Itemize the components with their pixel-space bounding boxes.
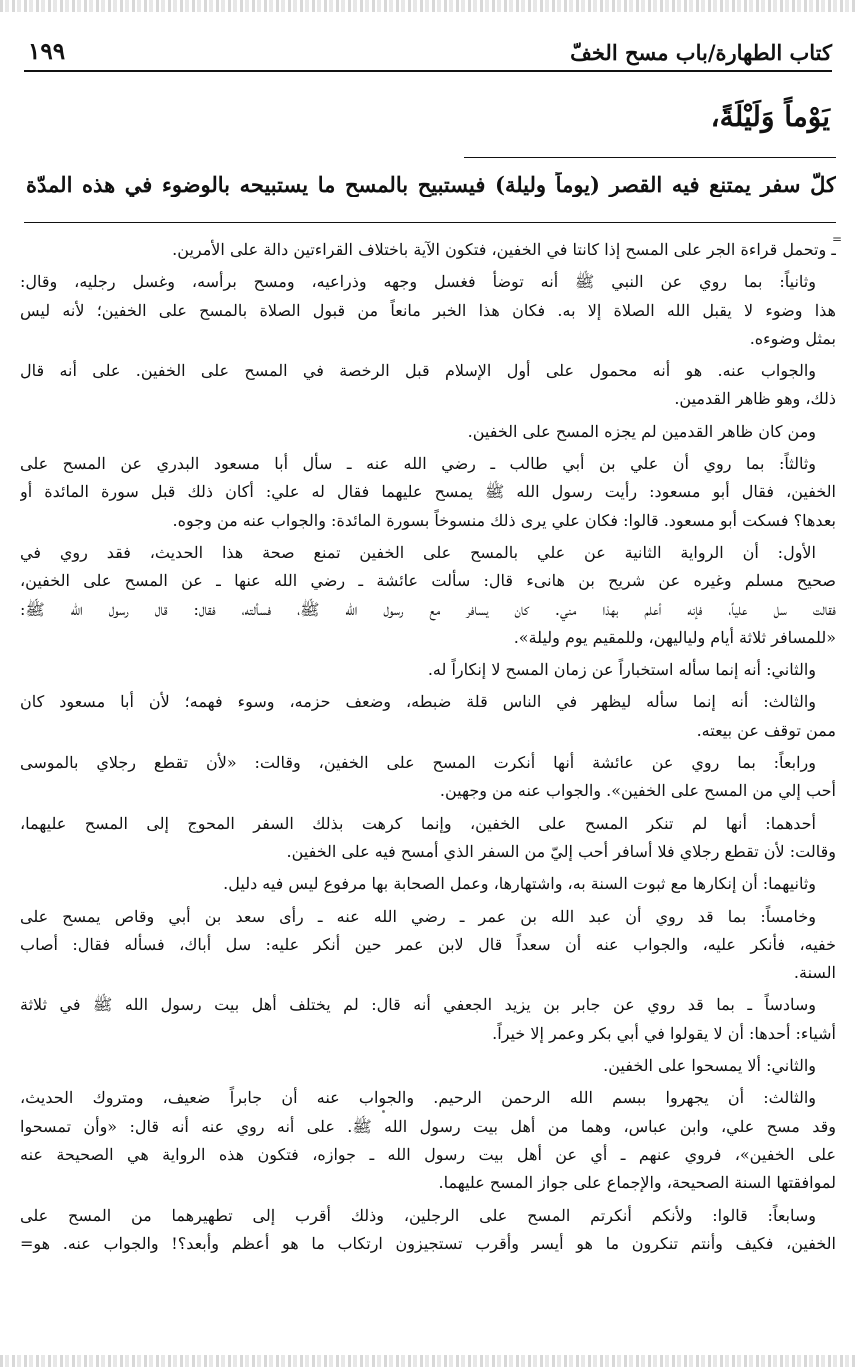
commentary-line: والثاني: ألا يمسحوا على الخفين. [603, 1056, 816, 1076]
commentary-line: وقالت: لأن تقطع رجلاي فلا أسافر أحب إليّ من السفر الذي أمسح فيه على الخفين. [286, 841, 836, 861]
commentary-paragraph [20, 810, 836, 867]
commentary-line: الأول: أن الرواية الثانية عن علي بالمسح على الخفين تمنع صحة هذا الحديث، فقد روي في [20, 542, 816, 562]
commentary-line: فقالت سل علياً، فإنه أعلم بهذا مني. كان يسافر مع رسول الله ﷺ، فسألته، فقال: قال رسول الله ﷺ: [20, 599, 836, 619]
commentary-paragraph [20, 656, 836, 684]
commentary-line: صحيح مسلم وغيره عن شريح بن هانىء قال: سألت عائشة ـ رضي الله عنها ـ عن المسح على الخفين، [20, 571, 836, 591]
commentary-paragraph [20, 903, 836, 988]
commentary-paragraph [20, 236, 836, 264]
commentary-line: والثالث: أنه إنما سأله ليظهر في الناس قلة ضبطه، وضعف حزمه، وسوء فهمه؛ لأن أبا مسعود كان [20, 692, 816, 712]
commentary-line: وسابعاً: قالوا: ولأنكم أنكرتم المسح على الرجلين، وذلك أقرب إلى تطهيرهما من المسح على [20, 1205, 817, 1225]
commentary-line: وقد مسح علي، وابن عباس، وهما من أهل بيت رسول الله ﷺ. على أنه روي عنه أنه قال: «وأن تمسحوا [20, 1116, 836, 1136]
commentary-paragraph [20, 268, 836, 353]
commentary-line: هذا وضوء لا يقبل الله الصلاة إلا به. فكان هذا الخبر مانعاً من قبول الصلاة بالمسح على الخفين؛ لأنه ليس [20, 300, 836, 320]
page-number: ١٩٩ [28, 38, 66, 65]
commentary-paragraph [20, 357, 836, 414]
matn-separator-rule [464, 157, 836, 158]
page-header [24, 36, 832, 72]
commentary-line: أحدهما: أنها لم تنكر المسح على الخفين، وإنما كرهت بذلك السفر المحوج إلى المسح عليهما، [20, 813, 816, 833]
commentary-paragraph [20, 418, 836, 446]
commentary-paragraph [20, 1052, 836, 1080]
commentary-paragraph [20, 749, 836, 806]
commentary-paragraph [20, 870, 836, 898]
commentary-line: والجواب عنه. هو أنه محمول على أول الإسلام قبل الرخصة في المسح على الخفين. على أنه قال [20, 361, 816, 381]
commentary-line: لموافقتها السنة الصحيحة، والإجماع على جواز المسح عليهما. [438, 1173, 836, 1193]
matn-top-phrase: يَوْماً وَلَيْلَةً، [710, 100, 830, 133]
commentary-line: والثاني: أنه إنما سأله استخباراً عن زمان المسح لا إنكاراً له. [427, 660, 816, 680]
matn-text: كلّ سفر يمتنع فيه القصر (يوماً وليلة) فيستبيح بالمسح ما يستبيحه بالوضوء في هذه المدّة [26, 172, 836, 197]
commentary-line: على الخفين»، فروي عنهم ـ أي عن أهل بيت رسول الله ـ جوازه، فتكون هذه الرواية هي الصحيحة عنه [20, 1144, 836, 1164]
commentary-line: وثالثاً: بما روي أن علي بن أبي طالب ـ رضي الله عنه ـ سأل أبا مسعود البدري عن المسح على [20, 454, 817, 474]
commentary-line: خفيه، فأنكر عليه، والجواب عنه أن سعداً قال لابن عمر حين أنكر عليه: سل أباك، فسأله فقال: أصاب [20, 934, 836, 954]
commentary-line: الخفين، فكيف وأنتم تنكرون ما هو أيسر وأقرب تستجيزون ارتكاب ما هو أعظم وأبعد؟! والجواب عنه. هو= [20, 1233, 836, 1253]
commentary-line: أحب إلي من المسح على الخفين». والجواب عنه من وجهين. [439, 781, 836, 801]
commentary-line: وثانياً: بما روي عن النبي ﷺ أنه توضأ فغسل وجهه وذراعيه، ومسح برأسه، وغسل رجليه، وقال: [20, 272, 816, 292]
commentary-paragraph [20, 688, 836, 745]
commentary-line: ممن توقف عن بيعته. [696, 720, 836, 740]
scan-border-top [0, 0, 856, 12]
margin-mark: = [832, 232, 843, 246]
commentary-line: أشياء: أحدها: أن لا يقولوا في أبي بكر وعمر إلا خيراً. [492, 1023, 836, 1043]
commentary-line: الخفين، فقال أبو مسعود: رأيت رسول الله ﷺ يمسح عليهما فقال له علي: أكان ذلك قبل سورة المائدة أو [20, 482, 836, 502]
commentary-line: ـ وتحمل قراءة الجر على المسح إذا كانتا في الخفين، فتكون الآية باختلاف القراءتين دالة على الأمرين. [172, 240, 836, 259]
commentary-separator-rule [24, 222, 836, 223]
commentary-line: السنة. [793, 963, 836, 983]
scan-border-bottom [0, 1355, 856, 1367]
commentary-paragraph [20, 539, 836, 652]
commentary-paragraph [20, 991, 836, 1048]
commentary-paragraph [20, 450, 836, 535]
commentary-line: «للمسافر ثلاثة أيام ولياليهن، وللمقيم يوم وليلة». [513, 627, 836, 647]
running-title: كتاب الطهارة/باب مسح الخفّ [570, 40, 832, 65]
commentary-line: ورابعاً: بما روي عن عائشة أنها أنكرت المسح على الخفين، وقالت: «لأن تقطع رجلاي بالموسى [20, 753, 816, 773]
commentary-line: ومن كان ظاهر القدمين لم يجزه المسح على الخفين. [467, 421, 816, 441]
commentary-line: وخامساً: بما قد روي أن عبد الله بن عمر ـ رضي الله عنه ـ رأى سعد بن أبي وقاص يمسح على [20, 906, 816, 926]
commentary-paragraph [20, 1202, 836, 1259]
commentary-line: بعدها؟ فسكت أبو مسعود. قالوا: فكان علي يرى ذلك منسوخاً بسورة المائدة: والجواب عنه من وجوه. [172, 510, 836, 530]
commentary-line: ذلك، وهو ظاهر القدمين. [674, 389, 836, 409]
commentary-paragraph [20, 1084, 836, 1197]
commentary-line: والثالث: أن يجهروا ببسم الله الرحمن الرحيم. والجواب عنه أن جابراً ضعيف، ومتروك الحديث، [20, 1088, 816, 1108]
commentary-line: وثانيهما: أن إنكارها مع ثبوت السنة به، واشتهارها، وعمل الصحابة بها مرفوع ليس فيه دليل. [223, 874, 816, 894]
commentary-line: وسادساً ـ بما قد روي عن جابر بن يزيد الجعفي أنه قال: لم يختلف أهل بيت رسول الله ﷺ في ثلاثة [20, 995, 816, 1015]
commentary-line: بمثل وضوءه. [749, 328, 836, 348]
scan-speck [382, 1110, 385, 1113]
commentary-body [20, 236, 836, 1262]
